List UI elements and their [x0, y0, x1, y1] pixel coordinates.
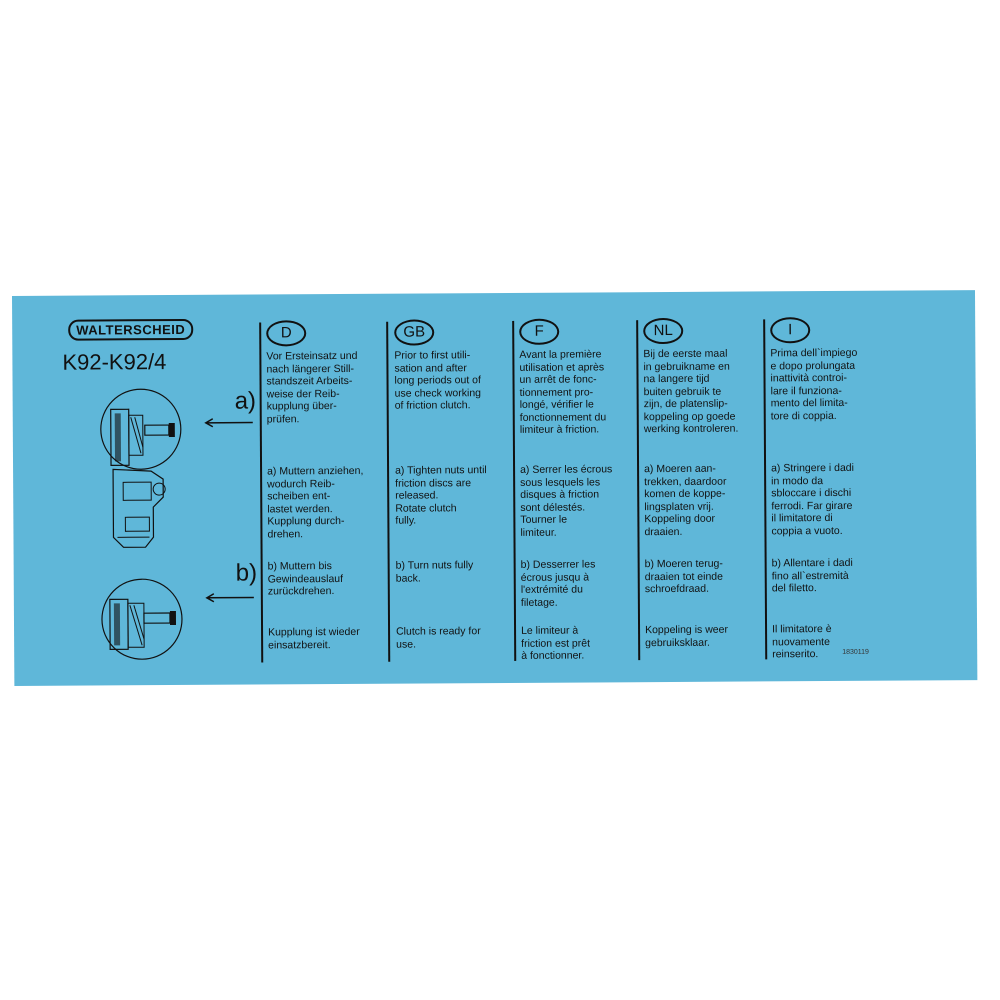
language-badge: F: [519, 319, 559, 345]
step-a-text: a) Tighten nuts until friction discs are released. Rotate clutch fully.: [395, 464, 487, 527]
clutch-diagram-b: [98, 573, 189, 669]
column-divider: [259, 322, 263, 662]
intro-text: Prior to first utili- sation and after long periods out of use check working of friction clutch.: [394, 349, 482, 412]
step-b-text: b) Turn nuts fully back.: [395, 559, 474, 585]
language-badge: I: [770, 317, 810, 343]
intro-text: Prima dell`impiego e dopo prolungata inattività controi- lare il funziona- mento del limita- tore di coppia.: [770, 346, 858, 422]
language-column-nl: [643, 317, 761, 649]
language-column-d: [266, 320, 384, 651]
intro-text: Avant la première utilisation et après un arrêt de fonc- tionnement pro- longé, vérifier le fonctionnement du limiteur à friction.: [519, 348, 607, 436]
arrow-left-icon: [203, 418, 255, 428]
step-b-text: b) Moeren terug- draaien tot einde schroefdraad.: [644, 557, 723, 596]
document-code: 1830119: [842, 648, 869, 656]
model-number: K92-K92/4: [62, 349, 167, 375]
language-badge: NL: [643, 318, 683, 344]
step-a-text: a) Muttern anziehen, wodurch Reib- scheiben ent- lastet werden. Kupplung durch- drehen.: [267, 464, 364, 540]
step-a-marker: a): [234, 387, 257, 415]
step-b-text: b) Desserrer les écrous jusqu à l'extrémité du filetage.: [520, 558, 596, 609]
intro-text: Vor Ersteinsatz und nach längerer Still- standszeit Arbeits- weise der Reib- kupplung über- prüfen.: [266, 349, 358, 425]
instruction-label: [12, 290, 977, 686]
ready-text: Le limiteur à friction est prêt à fonctionner.: [521, 624, 591, 662]
clutch-diagram-a: [93, 387, 194, 558]
intro-text: Bij de eerste maal in gebruikname en na langere tijd buiten gebruik te zijn, de platenslip- koppeling op goede werking kontroleren.: [643, 347, 739, 436]
ready-text: Koppeling is weer gebruiksklaar.: [645, 623, 728, 649]
step-b-marker: b): [235, 559, 258, 587]
language-badge: D: [266, 320, 306, 346]
language-badge: GB: [394, 319, 434, 345]
ready-text: Clutch is ready for use.: [396, 625, 481, 651]
step-b-text: b) Allentare i dadi fino all`estremità del filetto.: [771, 556, 853, 595]
step-b-text: b) Muttern bis Gewindeauslauf zurückdrehen.: [267, 560, 344, 598]
ready-text: Kupplung ist wieder einsatzbereit.: [268, 625, 360, 651]
brand-logo: WALTERSCHEID: [68, 319, 193, 341]
column-divider: [386, 322, 390, 662]
language-column-f: [519, 318, 637, 662]
step-a-text: a) Serrer les écrous sous lesquels les disques à friction sont délestés. Tourner le limiteur.: [520, 463, 613, 539]
column-divider: [763, 319, 767, 659]
arrow-left-icon: [204, 593, 256, 603]
language-column-gb: [394, 319, 512, 651]
step-a-text: a) Stringere i dadi in modo da sbloccare i dischi ferrodi. Far girare il limitatore di coppia a vuoto.: [771, 461, 854, 537]
ready-text: Il limitatore è nuovamente reinserito.: [772, 622, 832, 661]
step-a-text: a) Moeren aan- trekken, daardoor komen de koppe- lingsplaten vrij. Koppeling door draaien.: [644, 462, 727, 538]
